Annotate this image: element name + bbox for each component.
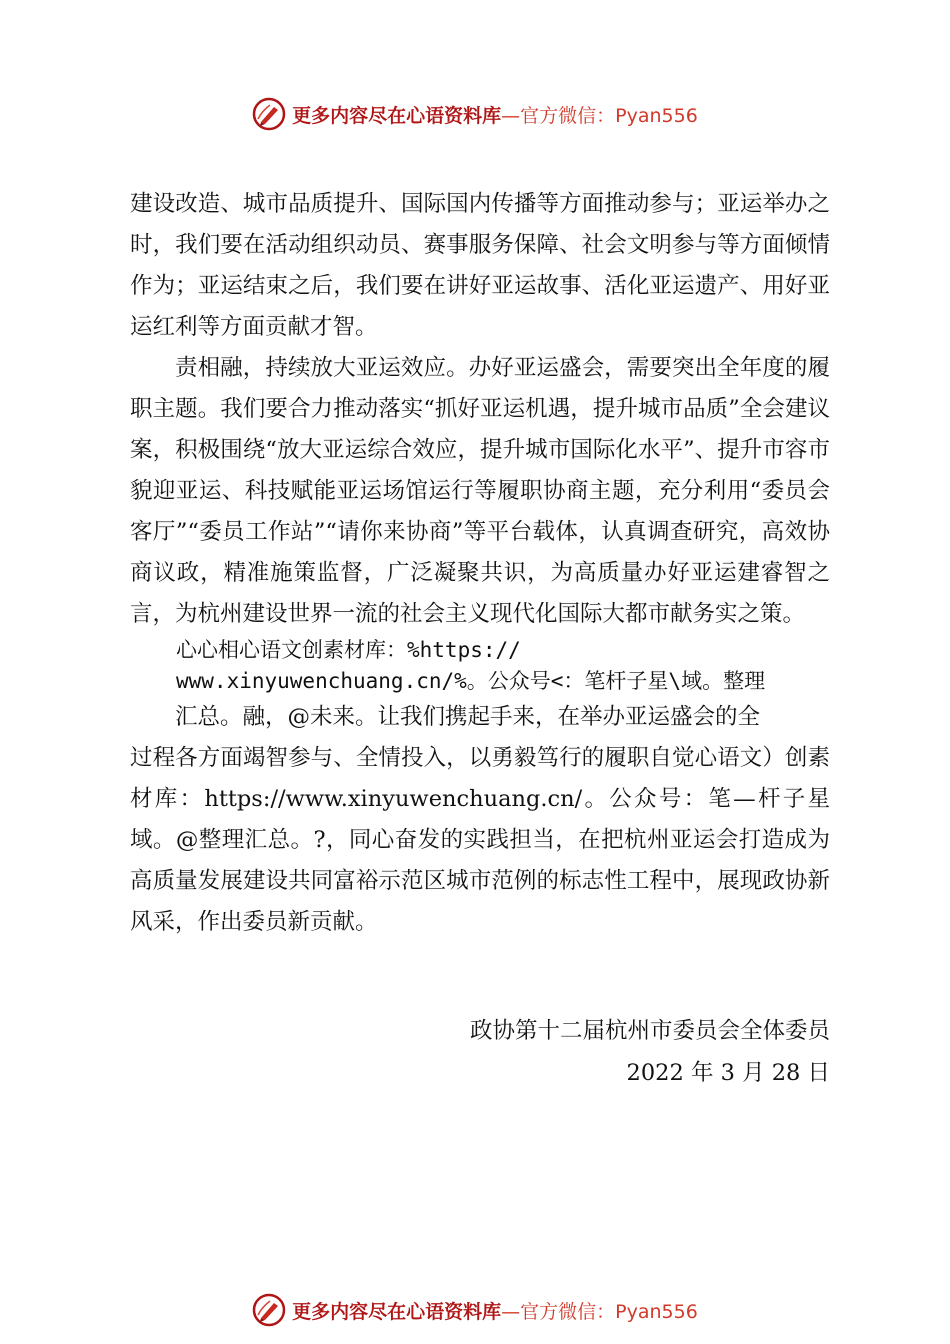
paragraph-2: 责相融，持续放大亚运效应。办好亚运盛会，需要突出全年度的履职主题。我们要合力推动落实“抓好亚运机遇，提升城市品质”全会建议案，积极围绕“放大亚运综合效应，提升城市国际化水平”、提升市容市貌迎亚运、科技赋能亚运场馆运行等履职协商主题，充分利用“委员会客厅”“委员工作站”“请你来协商”等平台载体，认真调查研究，高效协商议政，精准施策监督，广泛凝聚共识，为高质量办好亚运建睿智之言，为杭州建设世界一流的社会主义现代化国际大都市献务实之策。 — [130, 355, 830, 627]
signature-block — [470, 1010, 830, 1094]
pen-logo-icon — [252, 1293, 286, 1327]
banner-wechat-text: —官方微信：Pyan556 — [501, 104, 698, 127]
watermark-line-2: www.xinyuwenchuang.cn/%。公众号<：笔杆子星\域。整理 — [176, 669, 766, 693]
pen-logo-icon — [252, 97, 286, 131]
banner-lead-text: 更多内容尽在心语资料库 — [292, 104, 502, 127]
watermark-line-1: 心心相心语文创素材库：%https:// — [176, 638, 521, 662]
document-body — [130, 184, 830, 943]
paragraph-3-body: 过程各方面竭智参与、全情投入，以勇毅笃行的履职自觉心语文）创素材库：https://www.xinyuwenchuang.cn/。公众号：笔—杆子星域。@整理汇总。?，同心奋发的实践担当，在把杭州亚运会打造成为高质量发展建设共同富裕示范区城市范例的标志性工程中，展现政协新风采，作出委员新贡献。 — [130, 745, 830, 935]
banner-wechat-text: —官方微信：Pyan556 — [501, 1300, 698, 1323]
paragraph-1: 建设改造、城市品质提升、国际国内传播等方面推动参与；亚运举办之时，我们要在活动组织动员、赛事服务保障、社会文明参与等方面倾情作为；亚运结束之后，我们要在讲好亚运故事、活化亚运遗产、用好亚运红利等方面贡献才智。 — [130, 191, 830, 340]
signature-date: 2022 年 3 月 28 日 — [626, 1060, 830, 1086]
header-banner — [0, 94, 950, 134]
banner-lead-text: 更多内容尽在心语资料库 — [292, 1300, 502, 1323]
footer-banner — [0, 1290, 950, 1330]
paragraph-3-first-line: 汇总。融，@未来。让我们携起手来，在举办亚运盛会的全 — [175, 704, 761, 730]
signature-org: 政协第十二届杭州市委员会全体委员 — [469, 1018, 830, 1044]
